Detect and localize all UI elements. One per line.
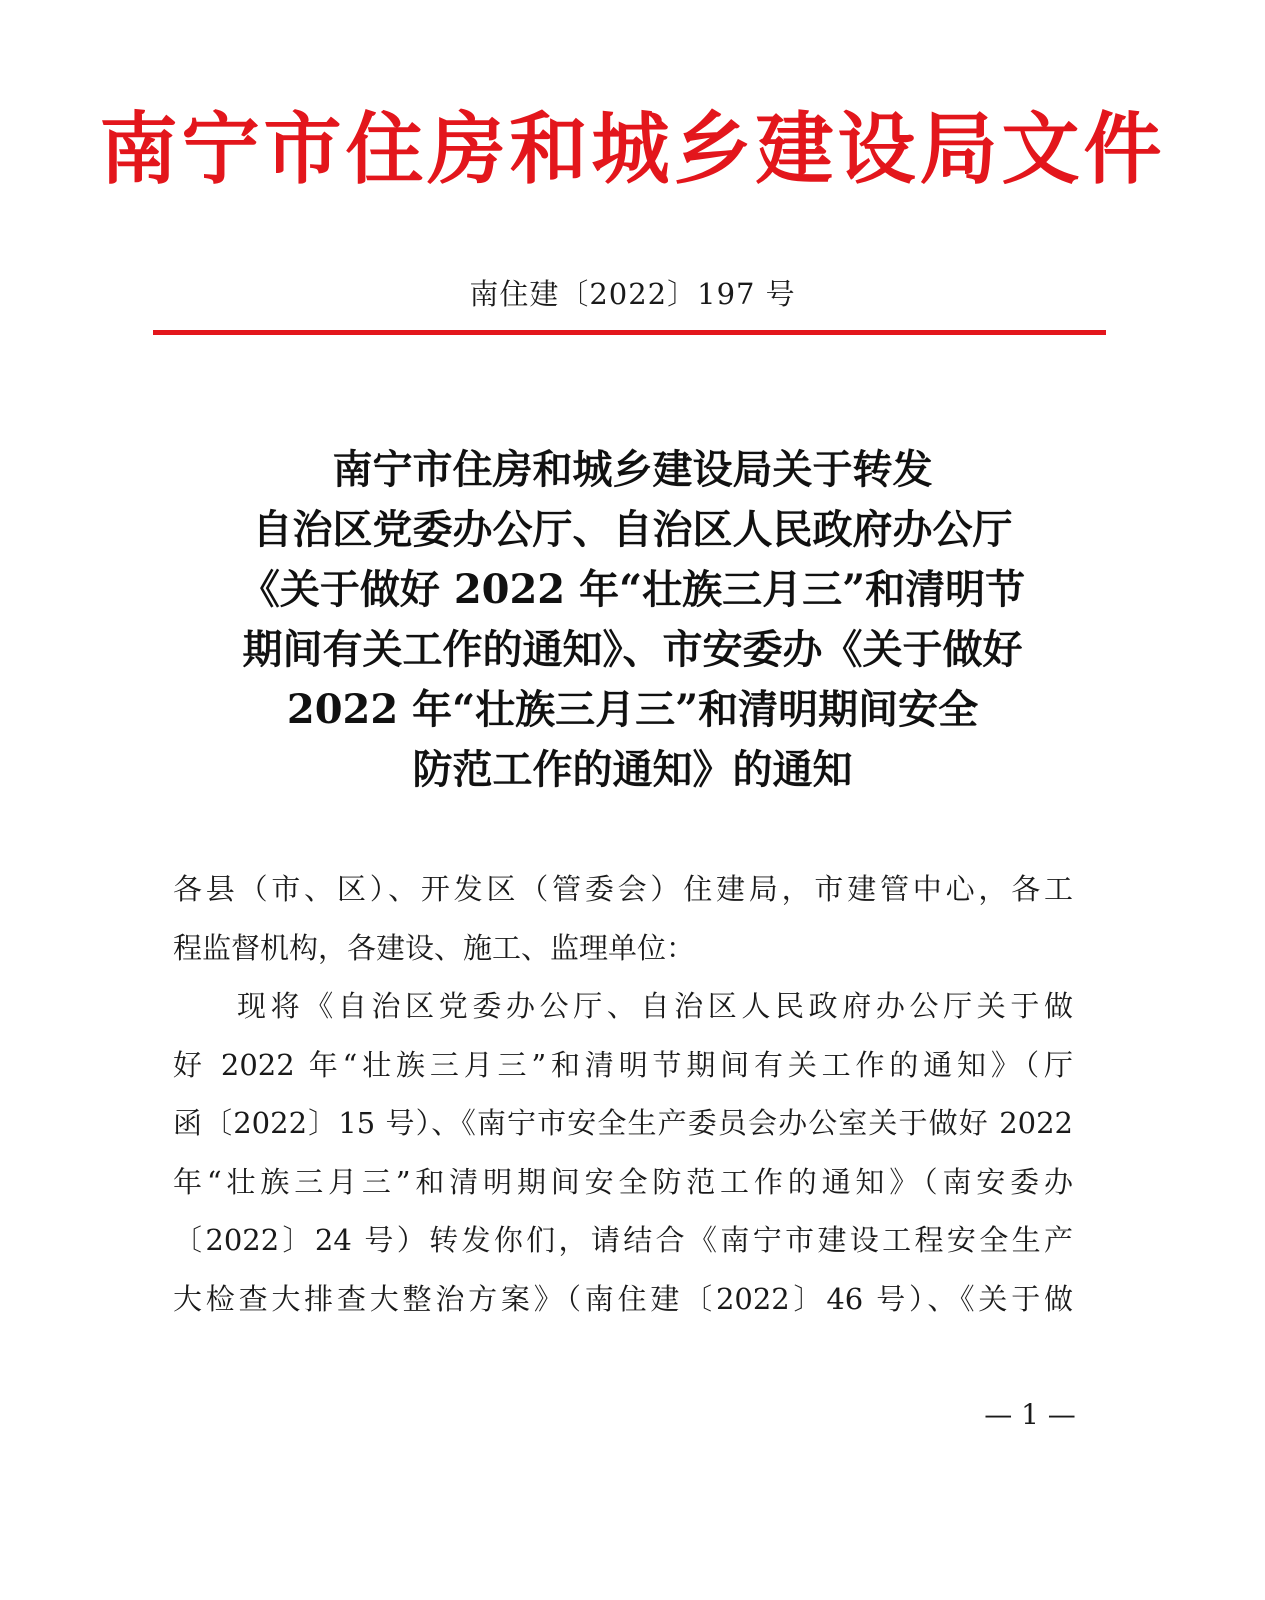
document-body	[173, 860, 1073, 1328]
title-line: 期间有关工作的通知》、市安委办《关于做好	[242, 626, 1023, 673]
salutation-line: 程监督机构，各建设、施工、监理单位：	[173, 930, 696, 965]
body-text-line: 大检查大排查大整治方案》（南住建〔2022〕46 号）、《关于做	[173, 1281, 1073, 1316]
title-line: 防范工作的通知》的通知	[412, 746, 853, 793]
red-divider-line	[153, 330, 1106, 335]
body-text-line: 函〔2022〕15 号）、《南宁市安全生产委员会办公室关于做好 2022	[173, 1106, 1073, 1140]
title-line: 南宁市住房和城乡建设局关于转发	[332, 446, 933, 493]
title-line: 自治区党委办公厅、自治区人民政府办公厅	[252, 506, 1013, 553]
body-text-line: 现将《自治区党委办公厅、自治区人民政府办公厅关于做	[237, 989, 1073, 1023]
title-line: 2022 年“壮族三月三”和清明期间安全	[286, 686, 979, 733]
body-text-line: 好 2022 年“壮族三月三”和清明节期间有关工作的通知》（厅	[173, 1047, 1073, 1082]
document-number: 南住建〔2022〕197 号	[469, 277, 796, 311]
title-line: 《关于做好 2022 年“壮族三月三”和清明节	[239, 566, 1026, 613]
issuer-title: 南宁市住房和城乡建设局文件	[99, 104, 1166, 195]
body-text-line: 年“壮族三月三”和清明期间安全防范工作的通知》（南安委办	[173, 1164, 1073, 1199]
salutation-line: 各县（市、区）、开发区（管委会）住建局，市建管中心，各工	[173, 872, 1073, 906]
page-number: — 1 —	[984, 1398, 1076, 1431]
body-text-line: 〔2022〕24 号）转发你们，请结合《南宁市建设工程安全生产	[173, 1223, 1073, 1257]
document-title	[100, 440, 1165, 800]
